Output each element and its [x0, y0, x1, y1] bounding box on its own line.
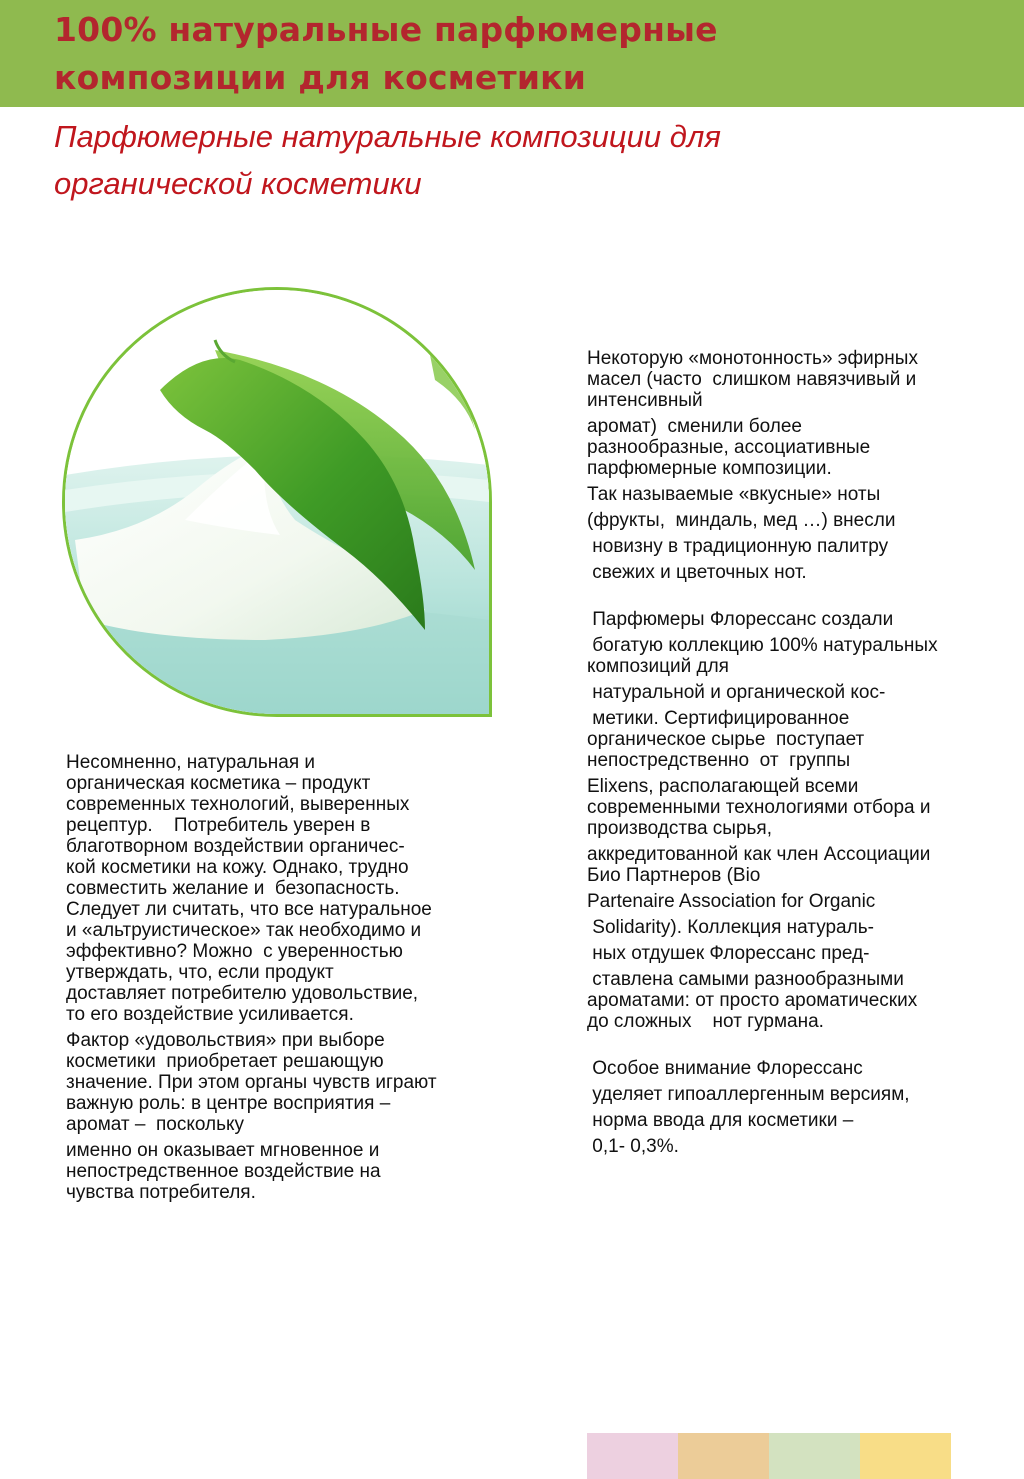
page-title-line: композиции для косметики — [54, 58, 587, 97]
text-line: то его воздействие усиливается. — [66, 1004, 354, 1025]
text-line: именно он оказывает мгновенное и — [66, 1140, 380, 1161]
text-line: значение. При этом органы чувств играют — [66, 1072, 437, 1093]
text-line: богатую коллекцию 100% натуральных — [587, 635, 938, 656]
text-line: Solidarity). Коллекция натураль- — [587, 917, 874, 938]
swatch-green — [769, 1433, 860, 1479]
text-line: композиций для — [587, 656, 729, 677]
text-line: аромат – поскольку — [66, 1114, 245, 1135]
swatch-peach — [678, 1433, 769, 1479]
left-column-text — [66, 752, 536, 1203]
text-line: свежих и цветочных нот. — [587, 562, 807, 583]
text-line: Некоторую «монотонность» эфирных — [587, 348, 918, 369]
text-line: Elixens, располагающей всеми — [587, 776, 859, 797]
text-line: ароматами: от просто ароматических — [587, 990, 918, 1011]
text-line: Фактор «удовольствия» при выборе — [66, 1030, 385, 1051]
swatch-pink — [587, 1433, 678, 1479]
text-line: Био Партнеров (Bio — [587, 865, 761, 886]
text-line: рецептур. Потребитель уверен в — [66, 815, 371, 836]
text-line: разнообразные, ассоциативные — [587, 437, 871, 458]
page-subtitle-line: Парфюмерные натуральные композиции для — [54, 119, 721, 154]
color-swatches — [587, 1433, 951, 1479]
text-line: современных технологий, выверенных — [66, 794, 410, 815]
text-line: Парфюмеры Флорессанс создали — [587, 609, 894, 630]
text-line: норма ввода для косметики – — [587, 1110, 854, 1131]
text-line: Несомненно, натуральная и — [66, 752, 316, 773]
text-line: уделяет гипоаллергенным версиям, — [587, 1084, 910, 1105]
text-line: кой косметики на кожу. Однако, трудно — [66, 857, 409, 878]
text-line: Partenaire Association for Organic — [587, 891, 876, 912]
page-subtitle — [54, 113, 994, 207]
text-line: Следует ли считать, что все натуральное — [66, 899, 432, 920]
page-subtitle-line: органической косметики — [54, 166, 422, 201]
text-line: интенсивный — [587, 390, 703, 411]
text-line: парфюмерные композиции. — [587, 458, 832, 479]
text-line: производства сырья, — [587, 818, 772, 839]
text-line: Так называемые «вкусные» ноты — [587, 484, 881, 505]
text-line: (фрукты, миндаль, мед …) внесли — [587, 510, 896, 531]
text-line: совместить желание и безопасность. — [66, 878, 400, 899]
text-line: непостредственно от группы — [587, 750, 851, 771]
text-line: новизну в традиционную палитру — [587, 536, 889, 557]
text-line: утверждать, что, если продукт — [66, 962, 334, 983]
text-line: важную роль: в центре восприятия – — [66, 1093, 391, 1114]
text-line: ных отдушек Флорессанс пред- — [587, 943, 870, 964]
cream-leaf-illustration — [65, 290, 489, 714]
text-line: метики. Сертифицированное — [587, 708, 850, 729]
text-line: органическое сырье поступает — [587, 729, 865, 750]
page-title-line: 100% натуральные парфюмерные — [54, 10, 718, 49]
swatch-yellow — [860, 1433, 951, 1479]
text-line: эффективно? Можно с уверенностью — [66, 941, 403, 962]
text-line: масел (часто слишком навязчивый и — [587, 369, 917, 390]
text-line: органическая косметика – продукт — [66, 773, 371, 794]
text-line: доставляет потребителю удовольствие, — [66, 983, 419, 1004]
text-line: ставлена самыми разнообразными — [587, 969, 904, 990]
page-title — [54, 6, 994, 102]
text-line: и «альтруистическое» так необходимо и — [66, 920, 422, 941]
text-line: до сложных нот гурмана. — [587, 1011, 824, 1032]
text-line: аромат) сменили более — [587, 416, 802, 437]
text-line: чувства потребителя. — [66, 1182, 256, 1203]
right-column-text — [587, 348, 1017, 1157]
section-gap — [587, 583, 1017, 609]
cream-leaf-photo — [62, 287, 492, 717]
text-line: непостредственное воздействие на — [66, 1161, 381, 1182]
text-line: Особое внимание Флорессанс — [587, 1058, 863, 1079]
text-line: благотворном воздействии органичес- — [66, 836, 405, 857]
text-line: аккредитованной как член Ассоциации — [587, 844, 931, 865]
section-gap — [587, 1032, 1017, 1058]
text-line: натуральной и органической кос- — [587, 682, 886, 703]
text-line: 0,1- 0,3%. — [587, 1136, 679, 1157]
text-line: современными технологиями отбора и — [587, 797, 931, 818]
text-line: косметики приобретает решающую — [66, 1051, 384, 1072]
